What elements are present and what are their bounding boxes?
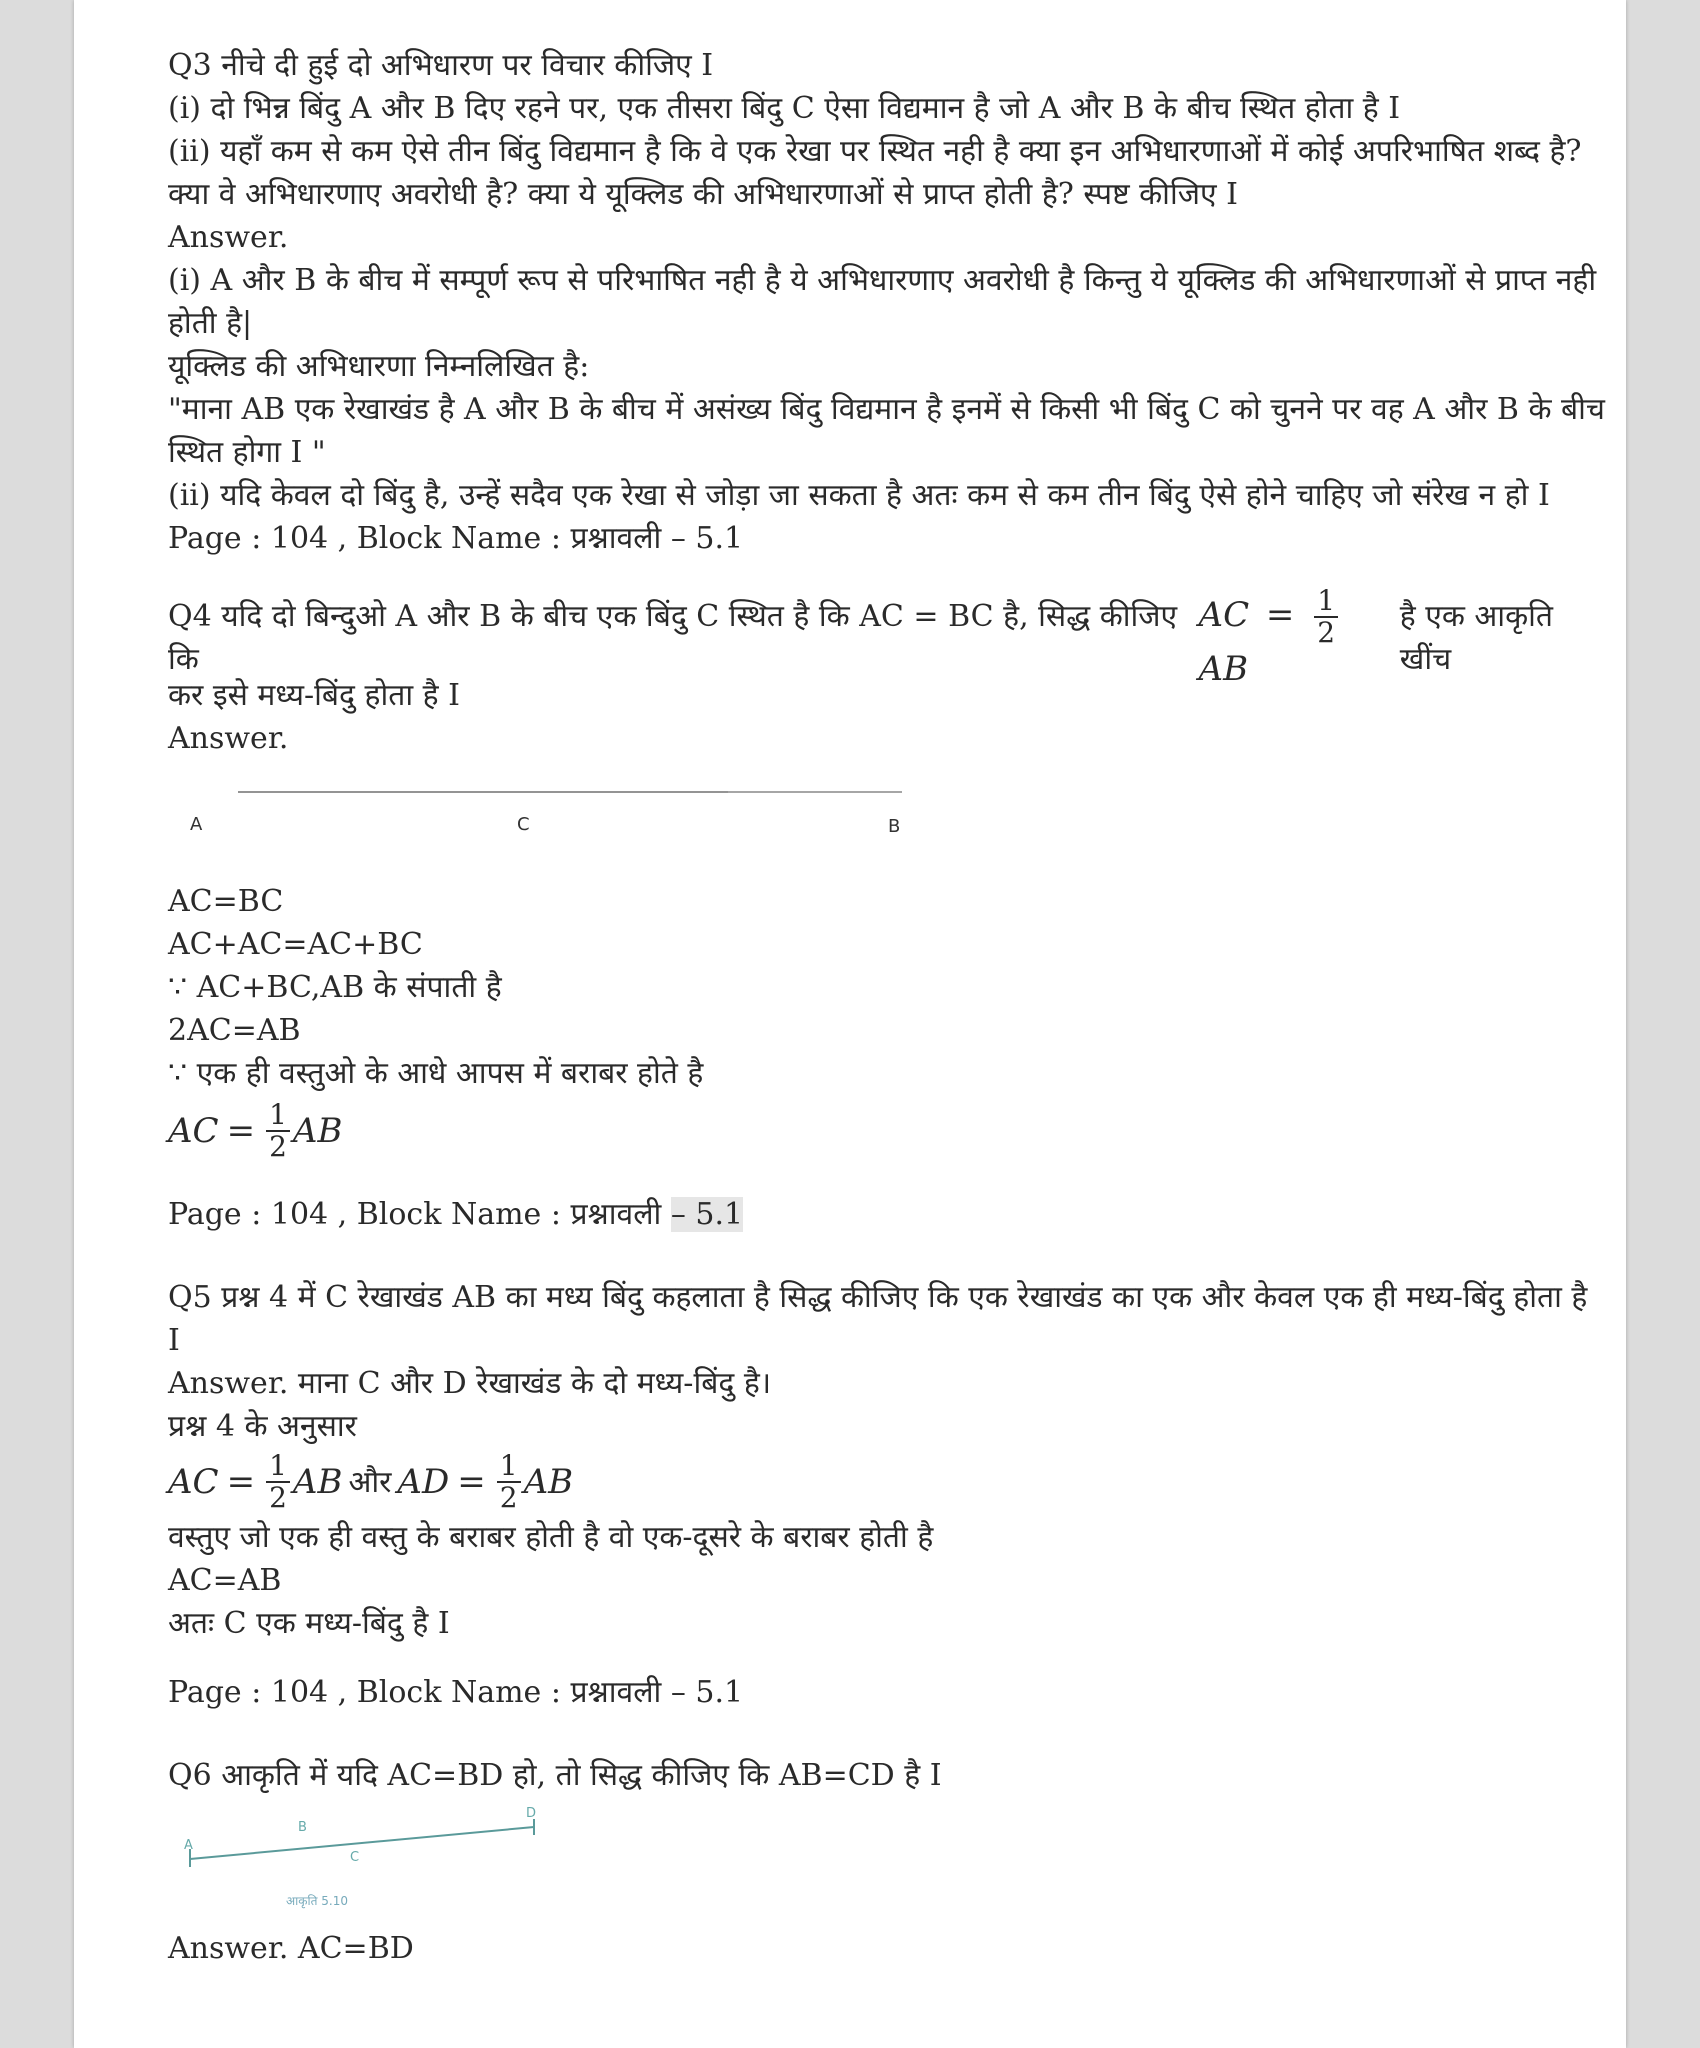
q5-answer: Answer. माना C और D रेखाखंड के दो मध्य-बिंदु है। xyxy=(168,1366,772,1401)
q4-page-ref xyxy=(168,1193,1608,1236)
q4-title-text-b: है एक आकृति खींच xyxy=(1399,599,1553,677)
fraction-numerator: 1 xyxy=(1314,586,1338,618)
q4-page-ref-text: Page : 104 , Block Name : प्रश्नावली xyxy=(168,1197,671,1232)
q5-step-2: वस्तुए जो एक ही वस्तु के बराबर होती है वो एक-दूसरे के बराबर होती है xyxy=(168,1520,934,1555)
q4-figure-line-segment xyxy=(168,760,1608,880)
q6-figure xyxy=(168,1797,1608,1927)
formula-and: और xyxy=(348,1464,392,1500)
q4-title-text-a: Q4 यदि दो बिन्दुओ A और B के बीच एक बिंदु C स्थित है कि AC = BC है, सिद्ध कीजिए कि xyxy=(168,599,1178,677)
label-c: C xyxy=(517,814,530,835)
q4-step-3: ∵ AC+BC,AB के संपाती है xyxy=(168,970,502,1005)
q4-step-1: AC=BC xyxy=(168,884,284,919)
formula-fraction xyxy=(266,1451,290,1513)
q5-step-3: AC=AB xyxy=(168,1563,282,1598)
q6-figure-caption: आकृति 5.10 xyxy=(286,1894,348,1908)
formula-ac: AC xyxy=(168,1110,219,1151)
formula-ad: AD xyxy=(397,1461,450,1502)
q5-step-4: अतः C एक मध्य-बिंदु है I xyxy=(168,1606,450,1641)
q6-label-b: B xyxy=(298,1820,307,1835)
q4-step-2: AC+AC=AC+BC xyxy=(168,927,423,962)
q6-label-a: A xyxy=(184,1838,193,1853)
fraction-numerator: 1 xyxy=(266,1100,290,1132)
q4-step-4: 2AC=AB xyxy=(168,1013,301,1048)
formula-ab: AB xyxy=(292,1461,343,1502)
fraction-denominator: 2 xyxy=(269,1130,287,1163)
q3-answer-2: होती है| xyxy=(168,306,253,341)
q4-title-cont: कर इसे मध्य-बिंदु होता है I xyxy=(168,678,460,713)
q6-label-c: C xyxy=(350,1850,360,1865)
document-content xyxy=(168,44,1608,1970)
q3-answer-label: Answer. xyxy=(168,220,289,255)
q5-title: Q5 प्रश्न 4 में C रेखाखंड AB का मध्य बिंदु कहलाता है सिद्ध कीजिए कि एक रेखाखंड का एक और केवल एक ही मध्य-बिंदु होता है xyxy=(168,1280,1588,1315)
q4-formula xyxy=(1198,583,1396,691)
q4-step-5: ∵ एक ही वस्तुओ के आधे आपस में बराबर होते है xyxy=(168,1056,704,1091)
q6-figure-svg xyxy=(168,1797,568,1927)
formula-eq: = xyxy=(1265,594,1295,635)
q4-answer-label: Answer. xyxy=(168,721,289,756)
formula-ab: AB xyxy=(523,1461,574,1502)
q3-answer-3: यूक्लिड की अभिधारणा निम्नलिखित है: xyxy=(168,349,590,384)
formula-fraction xyxy=(266,1100,290,1162)
q5-page-ref: Page : 104 , Block Name : प्रश्नावली – 5.1 xyxy=(168,1675,744,1710)
q5-step-1: प्रश्न 4 के अनुसार xyxy=(168,1409,357,1444)
formula-ab: AB xyxy=(292,1110,343,1151)
formula-ac: AC xyxy=(168,1461,219,1502)
q5-formula-line xyxy=(168,1448,1608,1516)
formula-ab: AB xyxy=(1198,648,1249,689)
q4-title xyxy=(168,583,1608,689)
fraction-denominator: 2 xyxy=(1317,615,1336,649)
q6-label-d: D xyxy=(526,1806,537,1821)
document-page xyxy=(74,0,1626,2048)
q3-answer-1: (i) A और B के बीच में सम्पूर्ण रूप से परिभाषित नही है ये अभिधारणाए अवरोधी है किन्तु ये यूक्लिड की अभिधारणाओं से प्राप्त नही xyxy=(168,263,1597,298)
q6-title: Q6 आकृति में यदि AC=BD हो, तो सिद्ध कीजिए कि AB=CD है I xyxy=(168,1758,942,1793)
q3-line2: (ii) यहाँ कम से कम ऐसे तीन बिंदु विद्यमान है कि वे एक रेखा पर स्थित नही है क्या इन अभिधारणाओं में कोई अपरिभाषित शब्द है? xyxy=(168,134,1582,169)
formula-eq: = xyxy=(226,1110,256,1151)
fraction-denominator: 2 xyxy=(499,1481,518,1514)
fraction-denominator: 2 xyxy=(269,1481,287,1514)
label-b: B xyxy=(888,816,901,837)
q3-page-ref: Page : 104 , Block Name : प्रश्नावली – 5.1 xyxy=(168,521,744,556)
q3-answer-4: "माना AB एक रेखाखंड है A और B के बीच में असंख्य बिंदु विद्यमान है इनमें से किसी भी बिंदु C को चुनने पर वह A और B के बीच xyxy=(168,392,1605,427)
label-a: A xyxy=(190,814,203,835)
q5-title-cont: I xyxy=(168,1323,180,1358)
q3-title: Q3 नीचे दी हुई दो अभिधारण पर विचार कीजिए I xyxy=(168,48,714,83)
fraction-numerator: 1 xyxy=(266,1451,290,1483)
formula-eq: = xyxy=(457,1461,486,1502)
fraction-numerator: 1 xyxy=(497,1451,521,1483)
q4-page-ref-highlight: – 5.1 xyxy=(670,1197,744,1232)
q4-figure-svg-full xyxy=(168,760,968,870)
formula-ac: AC xyxy=(1198,594,1250,635)
q3-answer-5: स्थित होगा I " xyxy=(168,435,326,470)
q6-segment-line xyxy=(190,1827,534,1859)
formula-eq: = xyxy=(226,1461,256,1502)
q4-result-formula xyxy=(168,1095,1608,1167)
q3-line3: क्या वे अभिधारणाए अवरोधी है? क्या ये यूक्लिड की अभिधारणाओं से प्राप्त होती है? स्पष्ट कीजिए I xyxy=(168,177,1238,212)
formula-fraction xyxy=(497,1451,521,1513)
q3-line1: (i) दो भिन्न बिंदु A और B दिए रहने पर, एक तीसरा बिंदु C ऐसा विद्यमान है जो A और B के बीच स्थित होता है I xyxy=(168,91,1401,126)
formula-fraction xyxy=(1314,583,1338,649)
q6-answer: Answer. AC=BD xyxy=(168,1931,414,1966)
q3-answer-6: (ii) यदि केवल दो बिंदु है, उन्हें सदैव एक रेखा से जोड़ा जा सकता है अतः कम से कम तीन बिंदु ऐसे होने चाहिए जो संरेख न हो I xyxy=(168,478,1550,513)
